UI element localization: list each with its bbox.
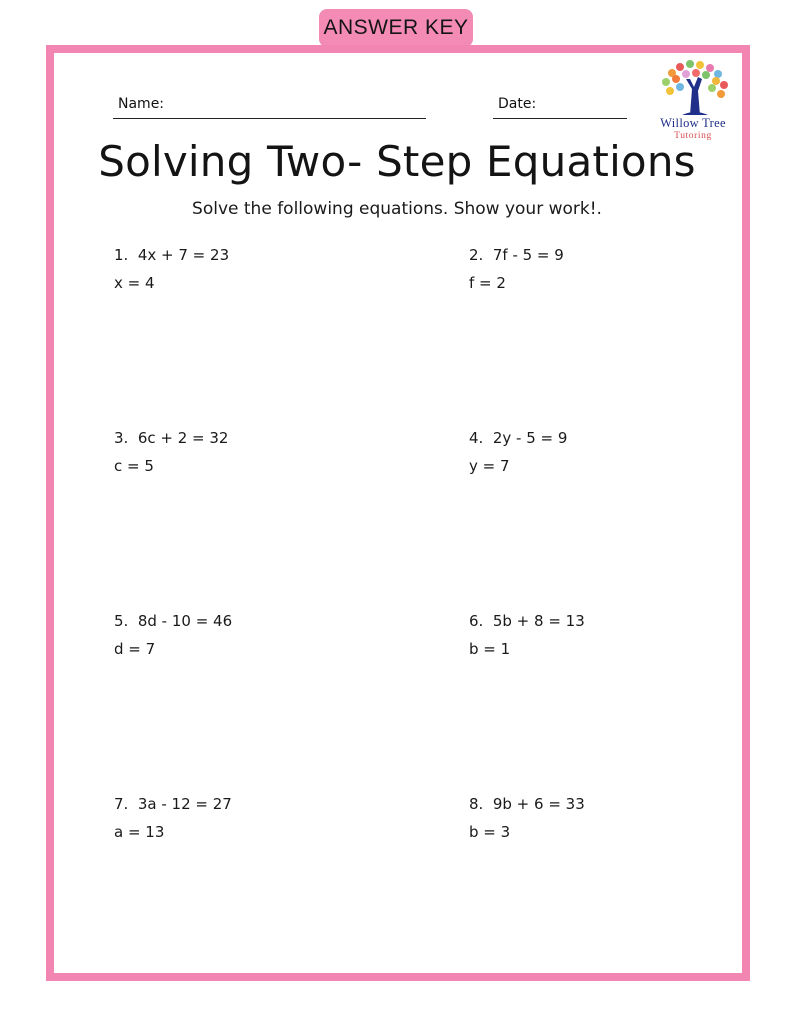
problem-answer: f = 2	[469, 274, 506, 292]
problem-answer: d = 7	[114, 640, 156, 658]
problem-answer: c = 5	[114, 457, 154, 475]
problem-answer: x = 4	[114, 274, 155, 292]
problem-answer: b = 3	[469, 823, 511, 841]
date-line[interactable]	[493, 118, 627, 119]
instructions: Solve the following equations. Show your work!.	[192, 199, 602, 219]
problem-equation: 4. 2y - 5 = 9	[469, 429, 568, 447]
problem-equation: 1. 4x + 7 = 23	[114, 246, 230, 264]
problem-8	[469, 795, 585, 841]
problem-6	[469, 612, 585, 658]
problem-equation: 7. 3a - 12 = 27	[114, 795, 232, 813]
problem-equation: 6. 5b + 8 = 13	[469, 612, 585, 630]
problem-3	[114, 429, 228, 475]
answer-key-badge: ANSWER KEY	[319, 9, 473, 47]
problem-equation: 2. 7f - 5 = 9	[469, 246, 564, 264]
name-label: Name:	[118, 96, 165, 112]
problem-1	[114, 246, 229, 292]
date-label: Date:	[498, 96, 537, 112]
problem-2	[469, 246, 564, 292]
problem-7	[114, 795, 232, 841]
problem-answer: y = 7	[469, 457, 510, 475]
problem-equation: 3. 6c + 2 = 32	[114, 429, 229, 447]
page-title: Solving Two- Step Equations	[98, 137, 696, 186]
name-line[interactable]	[113, 118, 426, 119]
problem-5	[114, 612, 232, 658]
problem-answer: b = 1	[469, 640, 511, 658]
problem-4	[469, 429, 567, 475]
problem-equation: 5. 8d - 10 = 46	[114, 612, 233, 630]
logo-name: Willow Tree	[660, 116, 726, 130]
problem-answer: a = 13	[114, 823, 165, 841]
problem-equation: 8. 9b + 6 = 33	[469, 795, 585, 813]
logo-tagline: Tutoring	[674, 131, 712, 141]
